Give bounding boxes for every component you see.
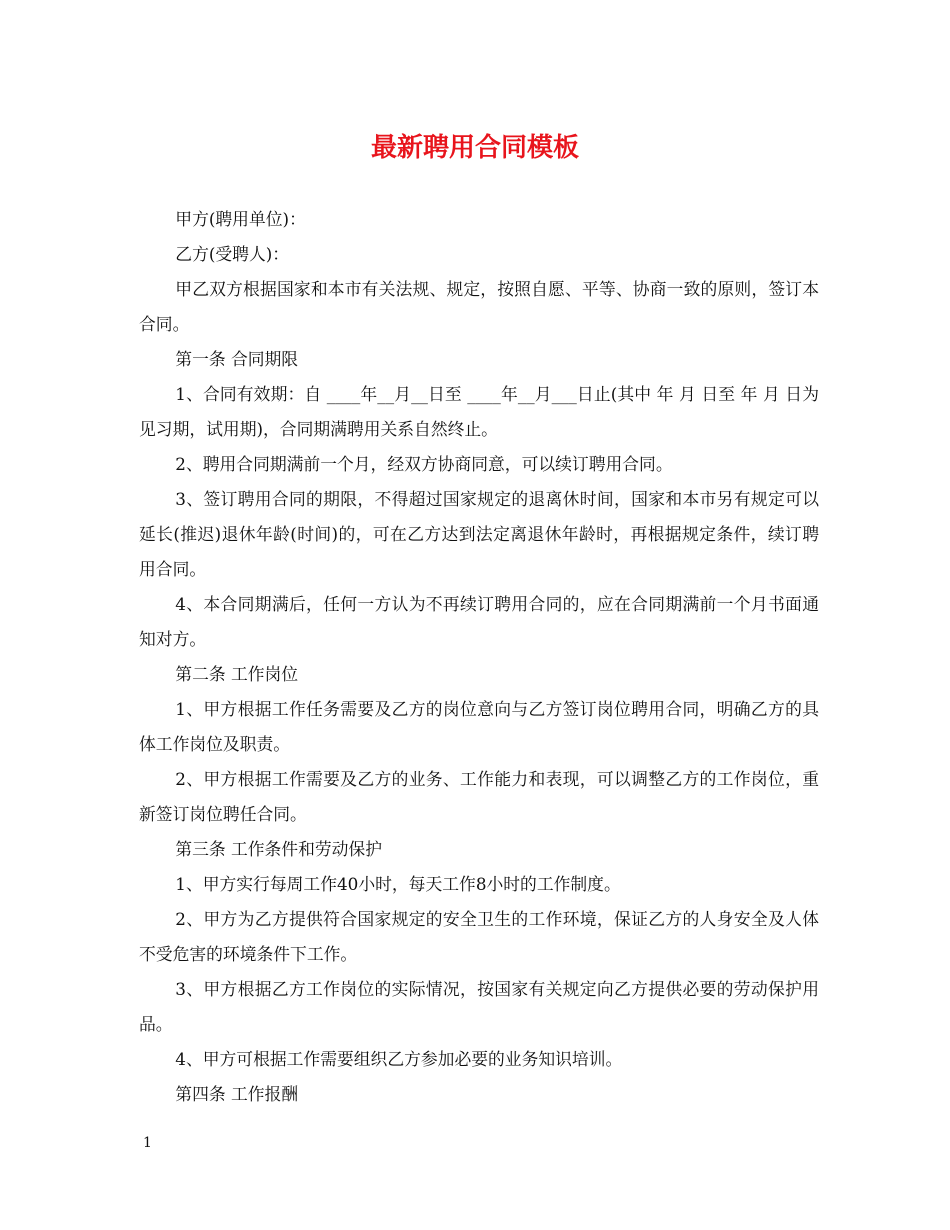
party-a-line: 甲方(聘用单位)： — [175, 209, 306, 229]
article-2-clause-1: 1、甲方根据工作任务需要及乙方的岗位意向与乙方签订岗位聘用合同，明确乙方的具体工作岗位及职责。 — [139, 699, 819, 754]
page-number: 1 — [143, 1135, 152, 1151]
article-1-clause-4: 4、本合同期满后，任何一方认为不再续订聘用合同的，应在合同期满前一个月书面通知对方。 — [139, 594, 819, 649]
party-b-line: 乙方(受聘人)： — [175, 244, 290, 264]
article-1-clause-3: 3、签订聘用合同的期限，不得超过国家规定的退离休时间，国家和本市另有规定可以延长(推迟)退休年龄(时间)的，可在乙方达到法定离退休年龄时，再根据规定条件，续订聘用合同。 — [139, 489, 819, 579]
article-4-heading: 第四条 工作报酬 — [175, 1084, 299, 1104]
preamble-paragraph: 甲乙双方根据国家和本市有关法规、规定，按照自愿、平等、协商一致的原则，签订本合同。 — [139, 279, 819, 334]
article-1-heading: 第一条 合同期限 — [175, 349, 299, 369]
article-1-clause-1: 1、合同有效期：自 ____年__月__日至 ____年__月___日止(其中 年 月 日至 年 月 日为见习期，试用期)，合同期满聘用关系自然终止。 — [139, 384, 819, 439]
article-2-clause-2: 2、甲方根据工作需要及乙方的业务、工作能力和表现，可以调整乙方的工作岗位，重新签订岗位聘任合同。 — [139, 769, 819, 824]
article-3-clause-1: 1、甲方实行每周工作40小时，每天工作8小时的工作制度。 — [175, 874, 621, 894]
article-3-clause-4: 4、甲方可根据工作需要组织乙方参加必要的业务知识培训。 — [175, 1049, 623, 1069]
article-3-clause-3: 3、甲方根据乙方工作岗位的实际情况，按国家有关规定向乙方提供必要的劳动保护用品。 — [139, 979, 819, 1034]
article-3-clause-2: 2、甲方为乙方提供符合国家规定的安全卫生的工作环境，保证乙方的人身安全及人体不受危害的环境条件下工作。 — [139, 909, 819, 964]
document-body — [139, 202, 819, 1112]
article-3-heading: 第三条 工作条件和劳动保护 — [175, 839, 382, 859]
document-title: 最新聘用合同模板 — [370, 133, 579, 163]
article-2-heading: 第二条 工作岗位 — [175, 664, 299, 684]
article-1-clause-2: 2、聘用合同期满前一个月，经双方协商同意，可以续订聘用合同。 — [175, 454, 673, 474]
